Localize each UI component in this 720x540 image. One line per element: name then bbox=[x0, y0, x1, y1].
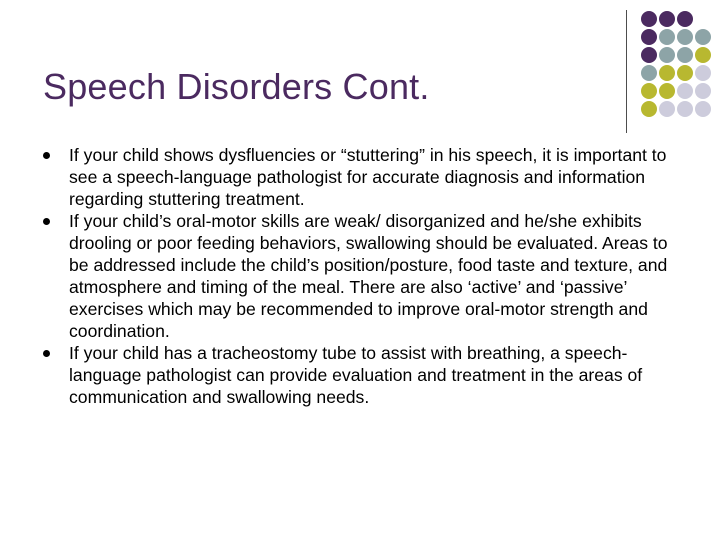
vertical-divider bbox=[626, 10, 627, 133]
bullet-list bbox=[43, 144, 683, 408]
bullet-marker-icon bbox=[43, 218, 50, 225]
decorative-dot bbox=[695, 83, 711, 99]
decorative-dot bbox=[677, 29, 693, 45]
decorative-dot bbox=[659, 29, 675, 45]
slide-title: Speech Disorders Cont. bbox=[43, 66, 430, 107]
decorative-dot bbox=[641, 29, 657, 45]
decorative-dot bbox=[695, 101, 711, 117]
decorative-dot bbox=[641, 65, 657, 81]
bullet-marker-icon bbox=[43, 350, 50, 357]
decorative-dot bbox=[677, 101, 693, 117]
bullet-item-2 bbox=[43, 210, 683, 342]
decorative-dot bbox=[641, 11, 657, 27]
decorative-dot bbox=[641, 47, 657, 63]
decorative-dot bbox=[641, 101, 657, 117]
bullet-text: If your child has a tracheostomy tube to assist with breathing, a speech-language pathologist can provide evaluation and treatment in the areas of communication and swallowing needs. bbox=[69, 343, 643, 407]
decorative-dot bbox=[659, 101, 675, 117]
decorative-dot bbox=[659, 11, 675, 27]
decorative-dot bbox=[695, 65, 711, 81]
decorative-dot bbox=[659, 65, 675, 81]
decorative-dot bbox=[695, 29, 711, 45]
decorative-dot bbox=[677, 65, 693, 81]
bullet-text: If your child shows dysfluencies or “stuttering” in his speech, it is important to see a speech-language pathologist for accurate diagnosis and information regarding stuttering treatment. bbox=[69, 145, 667, 209]
decorative-dot bbox=[695, 47, 711, 63]
decorative-dot bbox=[641, 83, 657, 99]
decorative-dot bbox=[677, 11, 693, 27]
bullet-item-3 bbox=[43, 342, 683, 408]
decorative-dot bbox=[659, 83, 675, 99]
bullet-text: If your child’s oral-motor skills are weak/ disorganized and he/she exhibits drooling or poor feeding behaviors, swallowing should be evaluated. Areas to be addressed include the child’s position/posture, food taste and texture, and atmosphere and timing of the meal. There are also ‘active’ and ‘passive’ exercises which may be recommended to improve oral-motor strength and coordination. bbox=[69, 211, 668, 341]
decorative-dot bbox=[677, 83, 693, 99]
bullet-item-1 bbox=[43, 144, 683, 210]
decorative-dot bbox=[659, 47, 675, 63]
decorative-dot-grid bbox=[640, 10, 720, 140]
bullet-marker-icon bbox=[43, 152, 50, 159]
decorative-dot bbox=[677, 47, 693, 63]
